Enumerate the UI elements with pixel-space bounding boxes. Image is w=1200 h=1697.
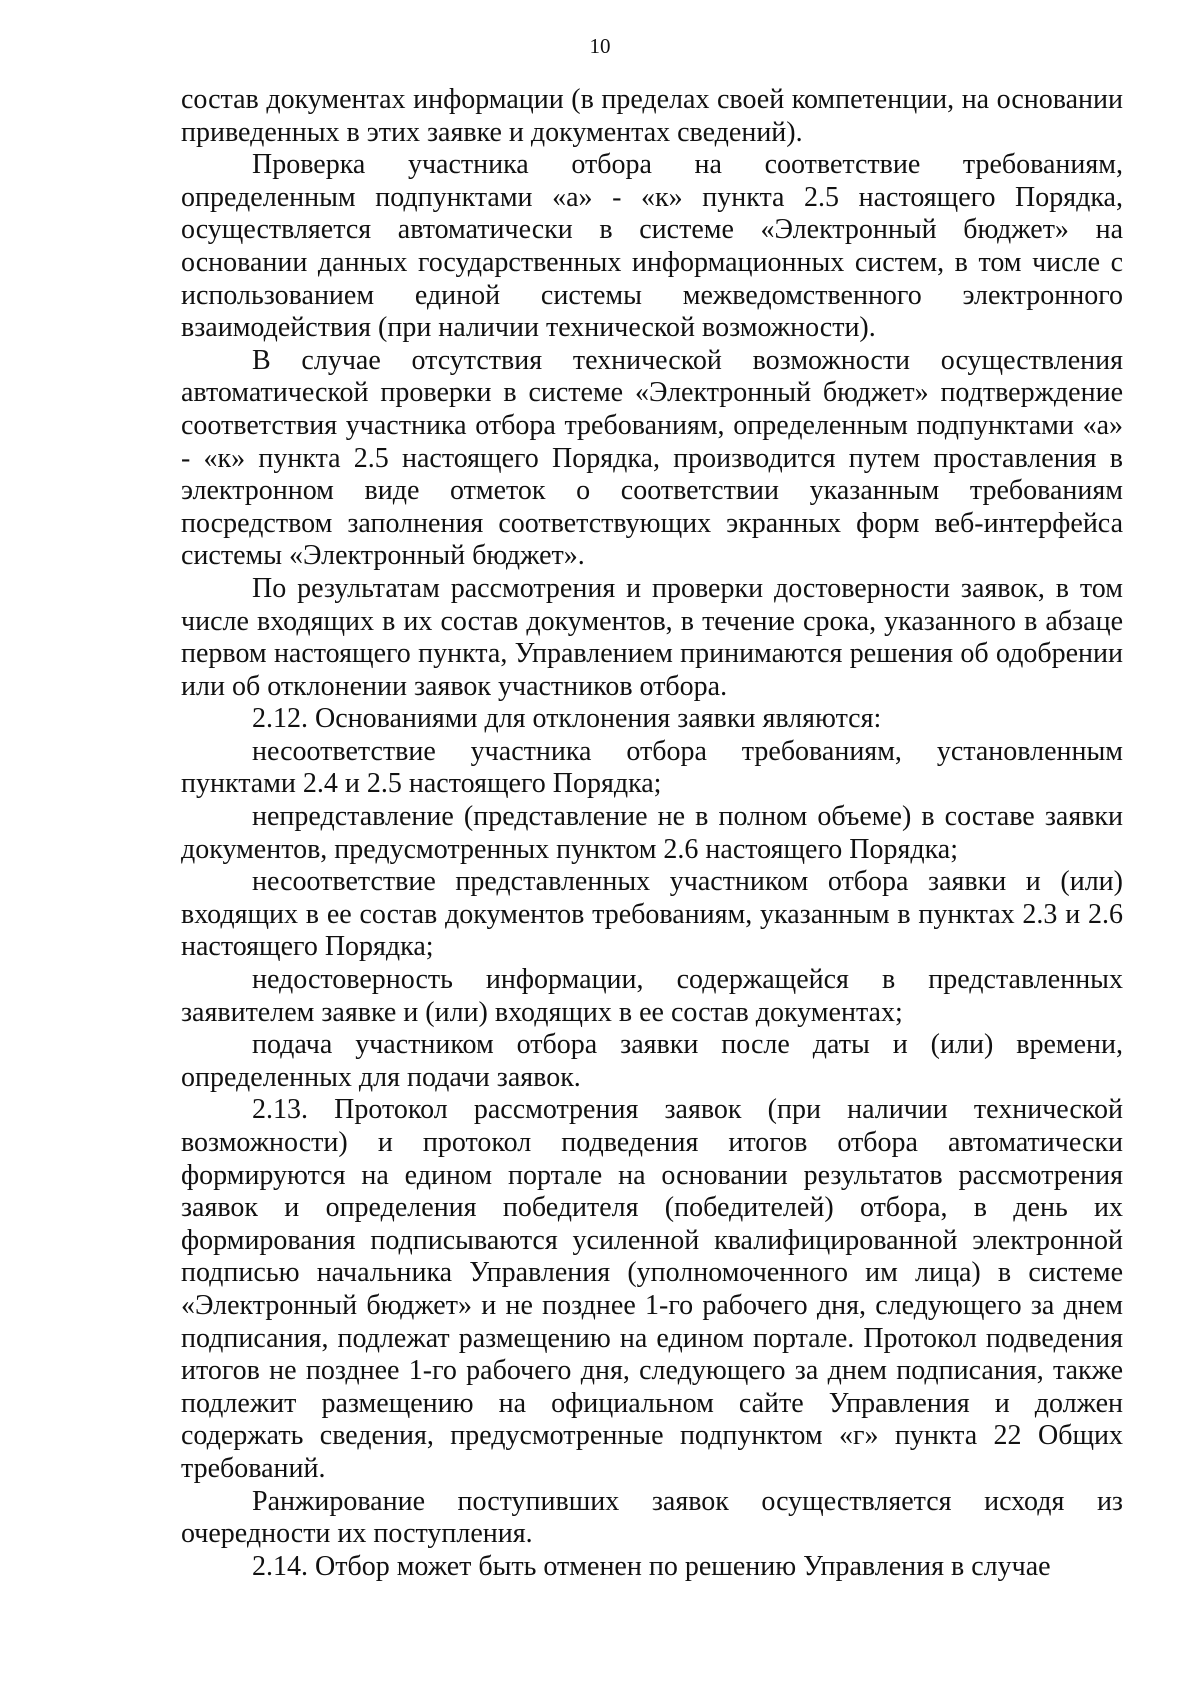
document-body bbox=[181, 84, 1123, 1583]
paragraph-2-12-heading: 2.12. Основаниями для отклонения заявки являются: bbox=[252, 703, 882, 735]
paragraph-2-13: 2.13. Протокол рассмотрения заявок (при наличии технической возможности) и протокол подведения итогов отбора автоматически формируются на едином портале на основании результатов рассмотрения заявок и определения победителя (победителей) отбора, в день их формирования подписываются усиленной квалифицированной электронной подписью начальника Управления (уполномоченного им лица) в системе «Электронный бюджет» и не позднее 1-го рабочего дня, следующего за днем подписания, подлежат размещению на едином портале. Протокол подведения итогов не позднее 1-го рабочего дня, следующего за днем подписания, также подлежит размещению на официальном сайте Управления и должен содержать сведения, предусмотренные подпунктом «г» пункта 22 Общих требований. bbox=[181, 1094, 1123, 1484]
rejection-reason-1: несоответствие участника отбора требованиям, установленным пунктами 2.4 и 2.5 настоящего Порядка; bbox=[181, 735, 1123, 800]
rejection-reason-5: подача участником отбора заявки после даты и (или) времени, определенных для подачи заявок. bbox=[181, 1029, 1123, 1093]
paragraph-ranking: Ранжирование поступивших заявок осуществляется исходя из очередности их поступления. bbox=[181, 1485, 1123, 1550]
rejection-reason-4: недостоверность информации, содержащейся в представленных заявителем заявке и (или) входящих в ее состав документах; bbox=[181, 964, 1123, 1028]
rejection-reason-2: непредставление (представление не в полном объеме) в составе заявки документов, предусмотренных пунктом 2.6 настоящего Порядка; bbox=[181, 801, 1123, 865]
paragraph-2-14: 2.14. Отбор может быть отменен по решению Управления в случае bbox=[252, 1550, 1051, 1582]
rejection-reason-3: несоответствие представленных участником отбора заявки и (или) входящих в ее состав документов требованиям, указанным в пунктах 2.3 и 2.6 настоящего Порядка; bbox=[181, 866, 1123, 963]
paragraph-verification: Проверка участника отбора на соответствие требованиям, определенным подпунктами «а» - «к» пункта 2.5 настоящего Порядка, осуществляется автоматически в системе «Электронный бюджет» на основании данных государственных информационных систем, в том числе с использованием единой системы межведомственного электронного взаимодействия (при наличии технической возможности). bbox=[181, 149, 1123, 344]
paragraph-manual-check: В случае отсутствия технической возможности осуществления автоматической проверки в системе «Электронный бюджет» подтверждение соответствия участника отбора требованиям, определенным подпунктами «а» - «к» пункта 2.5 настоящего Порядка, производится путем проставления в электронном виде отметок о соответствии указанным требованиям посредством заполнения соответствующих экранных форм веб-интерфейса системы «Электронный бюджет». bbox=[181, 344, 1123, 572]
paragraph-continuation: состав документах информации (в пределах своей компетенции, на основании приведенных в этих заявке и документах сведений). bbox=[181, 84, 1123, 148]
paragraph-decision: По результатам рассмотрения и проверки достоверности заявок, в том числе входящих в их состав документов, в течение срока, указанного в абзаце первом настоящего пункта, Управлением принимаются решения об одобрении или об отклонении заявок участников отбора. bbox=[181, 572, 1123, 702]
page-number: 10 bbox=[589, 34, 611, 58]
